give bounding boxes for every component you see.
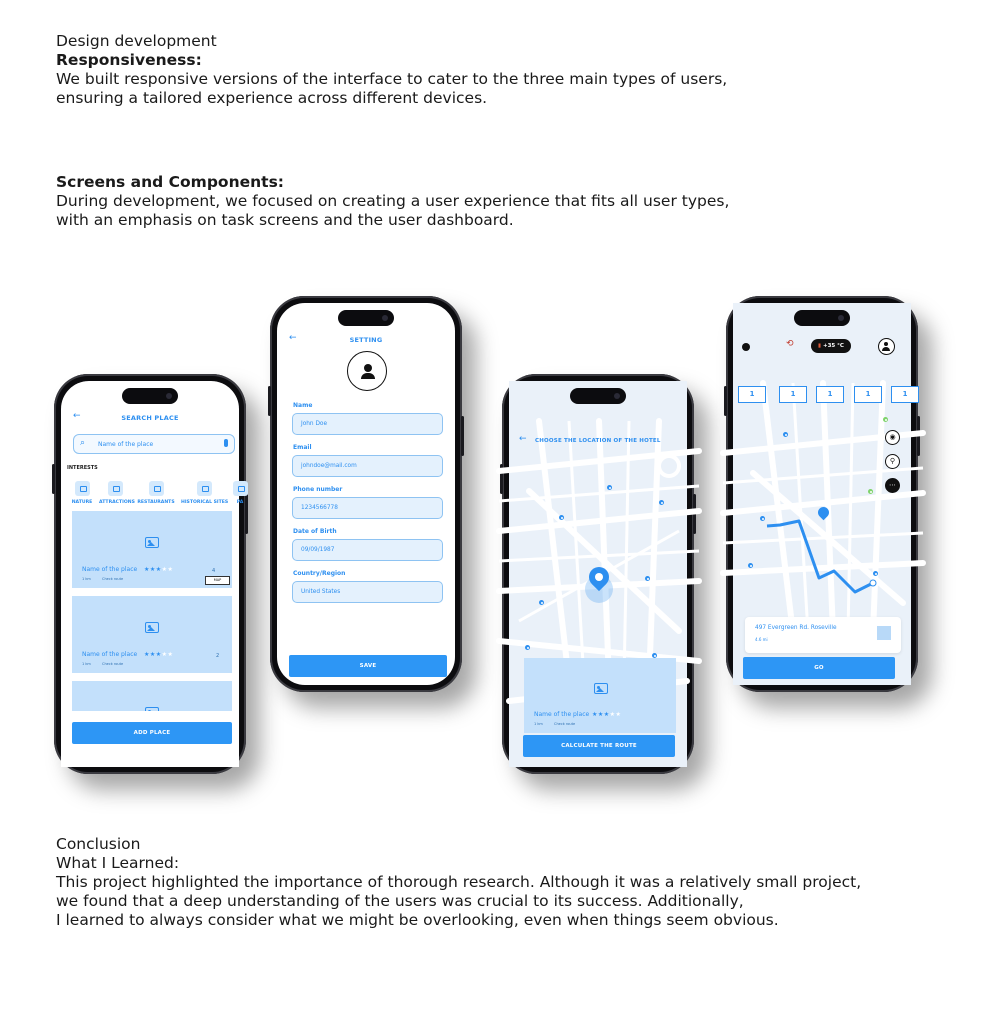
distance-text: 4.6 mi bbox=[755, 637, 768, 642]
screens-text-block bbox=[56, 173, 729, 230]
dynamic-island bbox=[570, 388, 626, 404]
back-arrow-icon[interactable]: ← bbox=[519, 434, 527, 444]
calculate-route-button[interactable]: CALCULATE THE ROUTE bbox=[523, 735, 675, 757]
responsiveness-title: Responsiveness: bbox=[56, 51, 202, 69]
distance-label: 1 km bbox=[82, 662, 91, 666]
save-button[interactable]: SAVE bbox=[289, 655, 447, 677]
place-name: Name of the place bbox=[534, 711, 590, 718]
place-name: Name of the place bbox=[82, 566, 138, 573]
dynamic-island bbox=[122, 388, 178, 404]
phone-settings bbox=[270, 296, 462, 692]
more-icon[interactable]: ⋯ bbox=[885, 478, 900, 493]
chip-nature[interactable]: NATURE bbox=[71, 481, 93, 505]
microphone-icon[interactable] bbox=[224, 439, 228, 447]
route-link[interactable]: Check route bbox=[102, 577, 124, 581]
image-placeholder-icon bbox=[145, 622, 159, 633]
profile-icon[interactable] bbox=[878, 338, 895, 355]
dynamic-island bbox=[794, 310, 850, 326]
thumbnail bbox=[877, 626, 891, 640]
add-place-button[interactable]: ADD PLACE bbox=[72, 722, 232, 744]
image-icon bbox=[149, 481, 164, 496]
rating-stars: ★★★★★ bbox=[144, 566, 174, 573]
temperature-value: +35 °C bbox=[822, 343, 844, 349]
intro-text-block bbox=[56, 32, 727, 108]
map-button[interactable]: MAP bbox=[205, 576, 230, 585]
screens-line-1: During development, we focused on creating a user experience that fits all user types, bbox=[56, 192, 730, 210]
country-field[interactable]: United States bbox=[292, 581, 443, 603]
learned-title: What I Learned: bbox=[56, 854, 180, 872]
compass-icon[interactable] bbox=[742, 343, 750, 351]
chip-pa[interactable]: PA bbox=[233, 481, 247, 505]
conclusion-text-block bbox=[56, 835, 861, 930]
map-pin-icon[interactable] bbox=[868, 489, 873, 494]
avatar[interactable] bbox=[347, 351, 387, 391]
map-pin-icon[interactable] bbox=[607, 485, 612, 490]
place-card[interactable] bbox=[72, 596, 232, 673]
map-pin-icon[interactable] bbox=[645, 576, 650, 581]
page-title: SEARCH PLACE bbox=[121, 414, 179, 422]
conclusion-line-1: This project highlighted the importance of thorough research. Although it was a relatively small project, bbox=[56, 873, 862, 891]
screens-title: Screens and Components: bbox=[56, 173, 284, 191]
distance-label: 1 km bbox=[82, 577, 91, 581]
search-bar[interactable] bbox=[73, 434, 235, 454]
dob-field[interactable]: 09/09/1987 bbox=[292, 539, 443, 561]
page-title: SETTING bbox=[349, 336, 383, 344]
image-icon bbox=[233, 481, 248, 496]
phone-choose-location bbox=[502, 374, 694, 774]
chip-historical-sites[interactable]: HISTORICAL SITES bbox=[181, 481, 227, 505]
map-pin-icon[interactable] bbox=[539, 600, 544, 605]
phone-field[interactable]: 1234566778 bbox=[292, 497, 443, 519]
dynamic-island bbox=[338, 310, 394, 326]
chip-attractions[interactable]: ATTRACTIONS bbox=[99, 481, 131, 505]
location-icon[interactable]: ◉ bbox=[885, 430, 900, 445]
address-card[interactable] bbox=[745, 617, 901, 653]
user-icon bbox=[364, 364, 372, 372]
map-pin-icon[interactable] bbox=[748, 563, 753, 568]
route-link[interactable]: Check route bbox=[102, 662, 124, 666]
back-arrow-icon[interactable]: ← bbox=[289, 333, 297, 343]
route-link[interactable]: Check route bbox=[554, 722, 576, 726]
map-pin-icon[interactable] bbox=[873, 571, 878, 576]
name-label: Name bbox=[293, 402, 313, 409]
conclusion-heading: Conclusion bbox=[56, 835, 141, 853]
conclusion-line-3: I learned to always consider what we might be overlooking, even when things seem obvious. bbox=[56, 911, 779, 929]
sync-icon[interactable]: ⟲ bbox=[786, 339, 794, 349]
dob-label: Date of Birth bbox=[293, 528, 337, 535]
country-label: Country/Region bbox=[293, 570, 346, 577]
photo-count-badge: 4 bbox=[212, 568, 216, 574]
image-icon bbox=[197, 481, 212, 496]
back-arrow-icon[interactable]: ← bbox=[73, 411, 81, 421]
map-pin-icon[interactable] bbox=[760, 516, 765, 521]
image-icon bbox=[108, 481, 123, 496]
map-pin-icon[interactable] bbox=[525, 645, 530, 650]
image-icon bbox=[75, 481, 90, 496]
counter-box[interactable]: 1 bbox=[738, 386, 766, 403]
address-text: 497 Evergreen Rd. Roseville bbox=[755, 625, 837, 631]
counter-box[interactable]: 1 bbox=[854, 386, 882, 403]
bike-icon[interactable]: ⚲ bbox=[885, 454, 900, 469]
rating-stars: ★★★★★ bbox=[592, 711, 622, 718]
search-icon: ⌕ bbox=[80, 438, 86, 448]
chip-restaurants[interactable]: RESTAURANTS bbox=[137, 481, 175, 505]
counter-box[interactable]: 1 bbox=[816, 386, 844, 403]
email-field[interactable]: johndoe@mail.com bbox=[292, 455, 443, 477]
screens-line-2: with an emphasis on task screens and the user dashboard. bbox=[56, 211, 514, 229]
go-button[interactable]: GO bbox=[743, 657, 895, 679]
phone-label: Phone number bbox=[293, 486, 343, 493]
name-field[interactable]: John Doe bbox=[292, 413, 443, 435]
place-card[interactable] bbox=[524, 658, 676, 733]
conclusion-line-2: we found that a deep understanding of the users was crucial to its success. Additionally, bbox=[56, 892, 744, 910]
map-pin-icon[interactable] bbox=[659, 500, 664, 505]
page-title: CHOOSE THE LOCATION OF THE HOTEL bbox=[535, 438, 661, 444]
responsiveness-line-1: We built responsive versions of the interface to cater to the three main types of users, bbox=[56, 70, 728, 88]
phone-route bbox=[726, 296, 918, 692]
distance-label: 1 km bbox=[534, 722, 543, 726]
phone-search-place bbox=[54, 374, 246, 774]
rating-stars: ★★★★★ bbox=[144, 651, 174, 658]
thermometer-icon: ▮ bbox=[818, 343, 822, 349]
map-pin-icon[interactable] bbox=[783, 432, 788, 437]
email-label: Email bbox=[293, 444, 312, 451]
map-pin-icon[interactable] bbox=[883, 417, 888, 422]
search-input[interactable]: Name of the place bbox=[98, 441, 154, 448]
interests-label: INTERESTS bbox=[67, 465, 98, 471]
image-placeholder-icon bbox=[594, 683, 608, 694]
place-name: Name of the place bbox=[82, 651, 138, 658]
photo-count-badge: 2 bbox=[216, 653, 220, 659]
map-pin-icon[interactable] bbox=[559, 515, 564, 520]
temperature-badge bbox=[811, 339, 851, 353]
place-card[interactable] bbox=[72, 511, 232, 588]
responsiveness-line-2: ensuring a tailored experience across different devices. bbox=[56, 89, 488, 107]
image-placeholder-icon bbox=[145, 537, 159, 548]
section-heading: Design development bbox=[56, 32, 217, 50]
counter-box[interactable]: 1 bbox=[891, 386, 919, 403]
counter-box[interactable]: 1 bbox=[779, 386, 807, 403]
